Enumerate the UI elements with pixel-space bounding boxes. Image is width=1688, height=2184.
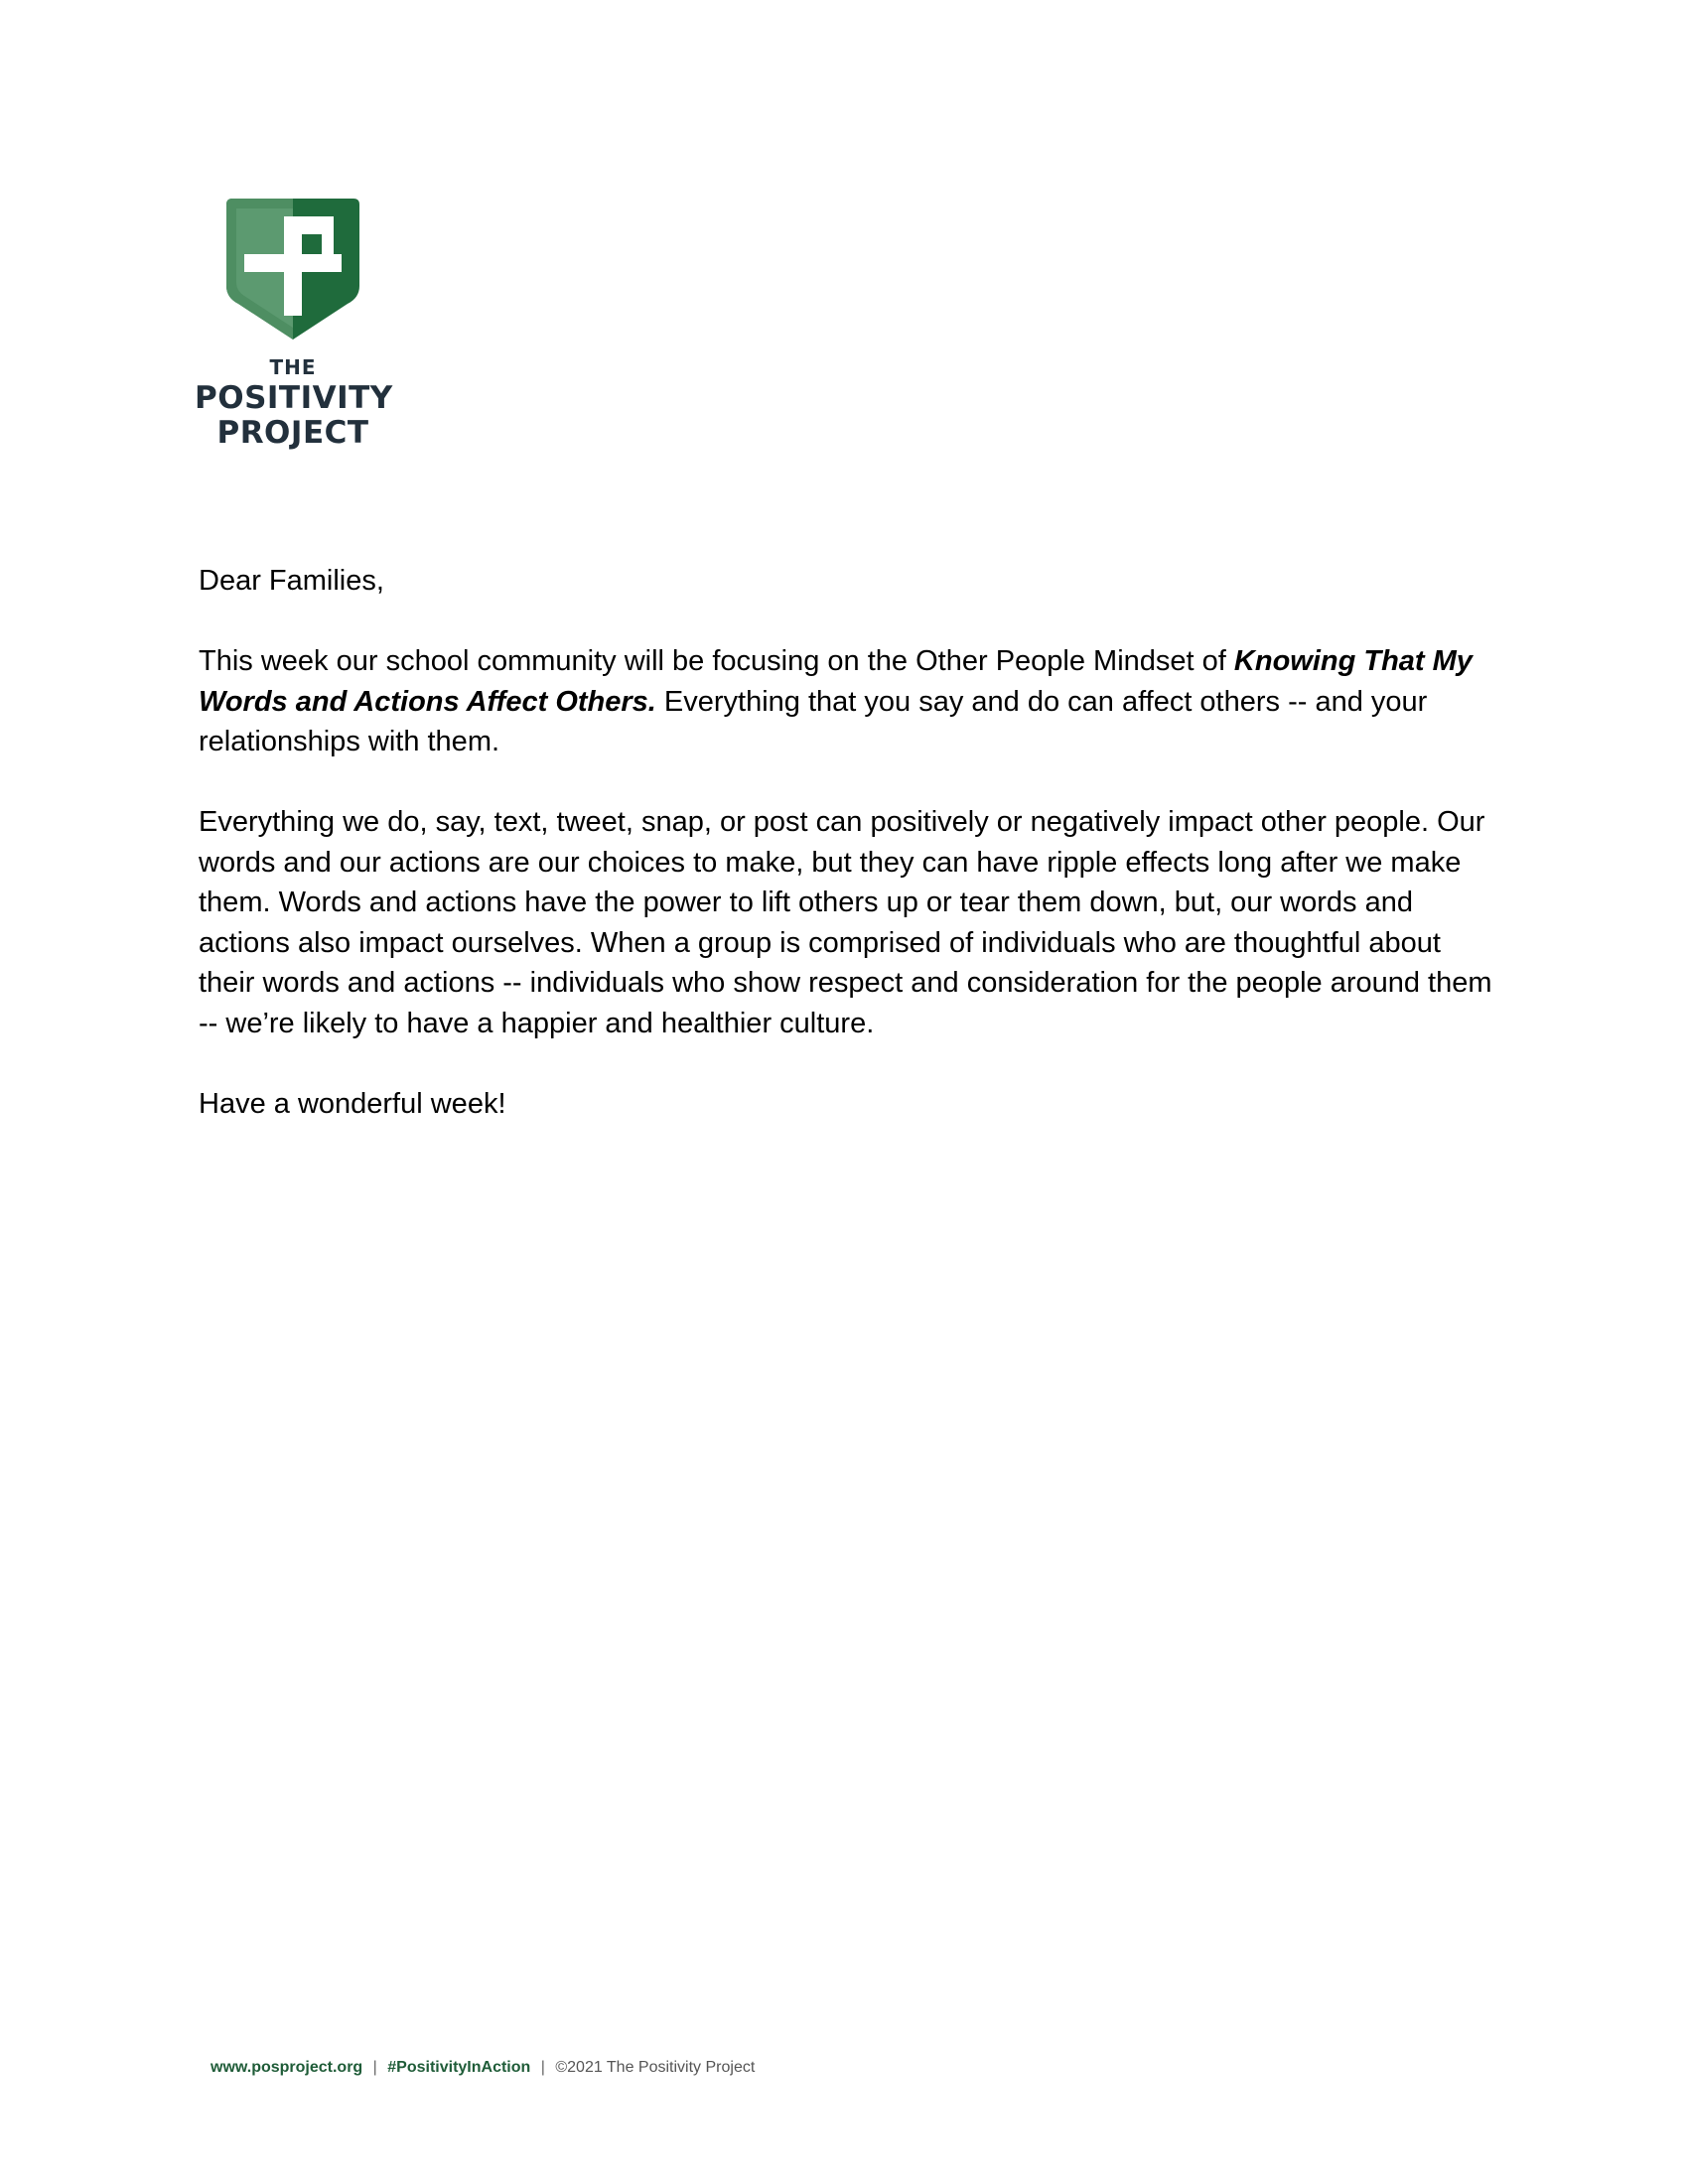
logo-the: THE xyxy=(269,355,317,379)
footer xyxy=(211,2059,755,2077)
positivity-project-logo xyxy=(195,195,391,449)
footer-copyright: ©2021 The Positivity Project xyxy=(555,2059,756,2076)
paragraph-impact: Everything we do, say, text, tweet, snap, or post can positively or negatively impact other people. Our words and our actions are our choices to make, but they can have ripple effects long after we make them. Words and actions have the power to lift others up or tear them down, but, our words and actions also impact ourselves. When a group is comprised of individuals who are thoughtful about their words and actions -- individuals who show respect and consideration for the people around them -- we’re likely to have a happier and healthier culture. xyxy=(199,806,1492,1039)
footer-website-link[interactable]: www.posproject.org xyxy=(211,2059,363,2076)
shield-plus-icon xyxy=(222,195,363,343)
greeting: Dear Families, xyxy=(199,565,384,597)
logo-positivity: POSITIVITY xyxy=(195,380,393,416)
logo-project: PROJECT xyxy=(216,415,369,451)
closing: Have a wonderful week! xyxy=(199,1087,506,1120)
footer-hashtag[interactable]: #PositivityInAction xyxy=(387,2059,531,2076)
mindset-intro: This week our school community will be focusing on the Other People Mindset of xyxy=(199,645,1234,677)
footer-separator: | xyxy=(372,2059,377,2076)
letter-body xyxy=(199,561,1499,1164)
paragraph-mindset xyxy=(199,641,1499,762)
mindset-description: Everything that you say and do can affect others -- and your relationships with them. xyxy=(199,685,1428,757)
mindset-title: Knowing That My Words and Actions Affect Others. xyxy=(199,645,1473,718)
footer-separator: | xyxy=(540,2059,545,2076)
